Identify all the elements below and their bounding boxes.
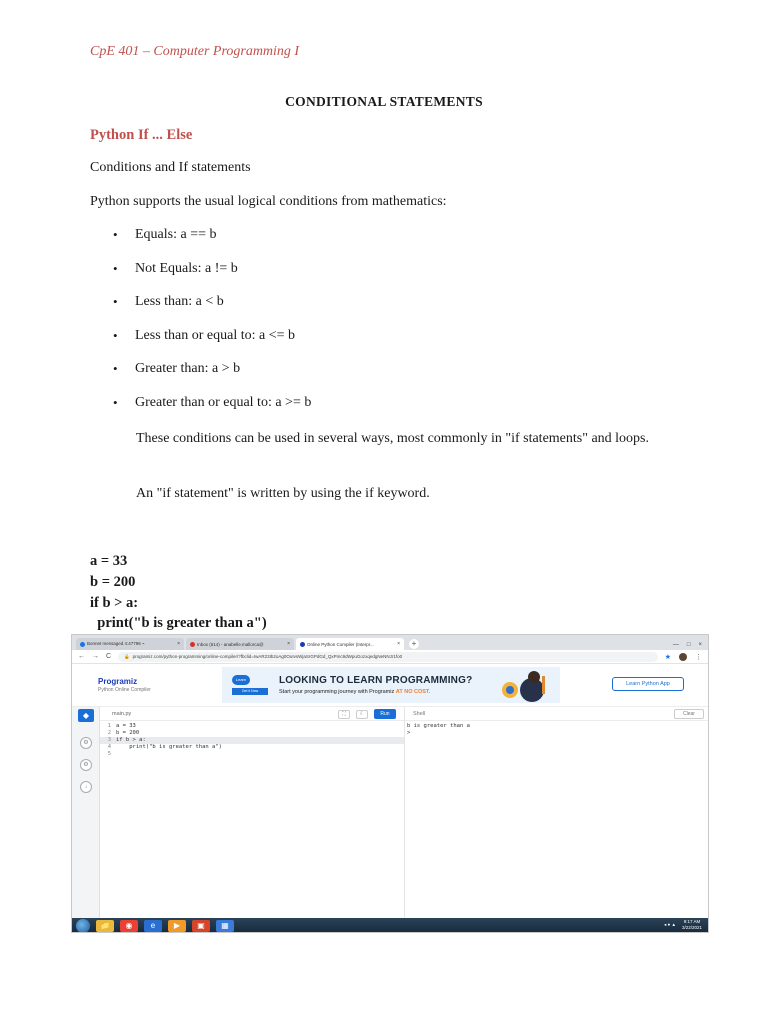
run-button[interactable]: Run	[374, 709, 396, 719]
list-item	[113, 395, 311, 429]
bookmark-star-icon[interactable]: ★	[664, 653, 671, 661]
office-icon[interactable]: ▣	[192, 920, 210, 932]
list-item-text: Not Equals: a != b	[135, 260, 238, 276]
chrome-icon[interactable]: ◉	[120, 920, 138, 932]
lock-icon: 🔒	[124, 653, 130, 659]
window-controls	[673, 642, 708, 650]
word-icon[interactable]: ▦	[216, 920, 234, 932]
intro-paragraph-1: Conditions and If statements	[90, 160, 251, 175]
tab-close-icon[interactable]: ×	[287, 641, 290, 647]
list-item	[113, 294, 311, 328]
menu-dots-icon[interactable]: ⋮	[695, 653, 702, 661]
left-sidebar	[72, 707, 100, 918]
list-item-text: Less than: a < b	[135, 294, 224, 309]
shell-output[interactable]: b is greater than a >	[407, 723, 470, 736]
list-item-text: Equals: a == b	[135, 227, 217, 242]
ad-illustration-icon	[494, 668, 554, 702]
profile-avatar[interactable]	[679, 653, 687, 661]
editor-code-area[interactable]	[100, 721, 404, 758]
maximize-icon[interactable]: □	[686, 642, 691, 648]
shell-panel	[405, 707, 709, 918]
code-editor[interactable]	[100, 707, 405, 918]
ad-subtext-main: Start your programming journey with Programiz	[279, 689, 395, 695]
learn-python-app-button[interactable]: Learn Python App	[612, 677, 684, 691]
line-source: a = 33	[116, 723, 136, 729]
clock-date: 3/22/2021	[681, 925, 702, 930]
download-icon[interactable]: ↓	[80, 781, 92, 793]
code-line: print("b is greater than a")	[90, 615, 267, 632]
tab-close-icon[interactable]: ×	[177, 641, 180, 647]
ad-subtext-highlight: AT NO COST.	[395, 689, 431, 695]
code-example	[90, 551, 267, 634]
editor-line	[100, 744, 404, 751]
back-icon[interactable]: ←	[78, 653, 85, 660]
file-explorer-icon[interactable]: 📁	[96, 920, 114, 932]
line-source: if b > a:	[116, 737, 146, 743]
tab-label: Bonnet messaged 4:47796 ⌁	[87, 641, 145, 646]
list-item	[113, 227, 311, 261]
settings-icon[interactable]: ⚙	[80, 737, 92, 749]
site-header	[72, 665, 709, 707]
list-item	[113, 361, 311, 395]
tab-label: Inbox (614) - anabelle.mallorca@	[197, 641, 264, 647]
if-keyword-paragraph: An "if statement" is written by using the if keyword.	[136, 486, 430, 501]
ad-headline: LOOKING TO LEARN PROGRAMMING?	[279, 675, 473, 686]
line-source: print("b is greater than a")	[116, 744, 222, 750]
system-tray	[664, 919, 702, 931]
ad-badge: Learn	[232, 675, 250, 685]
line-number: 2	[107, 730, 111, 736]
line-number: 1	[107, 723, 111, 729]
bullet-icon: •	[113, 227, 118, 242]
ad-banner[interactable]	[222, 667, 560, 703]
tab-close-icon[interactable]: ×	[397, 641, 400, 647]
address-bar[interactable]	[118, 652, 658, 662]
section-heading: Python If ... Else	[90, 127, 193, 143]
list-item-text: Greater than: a > b	[135, 361, 241, 376]
ad-cta-button[interactable]: Get it Now	[232, 688, 268, 695]
browser-tab-bar	[72, 635, 708, 650]
conditions-usage-paragraph: These conditions can be used in several ways, most commonly in "if statements" and loops.	[136, 431, 649, 446]
list-item-text: Less than or equal to: a <= b	[135, 327, 296, 343]
browser-tab[interactable]	[76, 638, 184, 650]
line-number: 5	[107, 751, 111, 757]
settings-alt-icon[interactable]: ⚙	[80, 759, 92, 771]
list-item	[113, 328, 311, 362]
bullet-icon: •	[113, 260, 118, 276]
reload-icon[interactable]: C	[106, 653, 112, 660]
clear-button[interactable]: Clear	[674, 709, 704, 719]
new-tab-button[interactable]: +	[409, 639, 419, 649]
browser-screenshot	[71, 634, 709, 933]
shell-label: Shell	[413, 711, 426, 717]
tray-icons[interactable]: ◂ ● ▲	[664, 922, 676, 927]
code-line: b = 200	[90, 573, 136, 590]
browser-tab[interactable]	[186, 638, 294, 650]
line-source: b = 200	[116, 730, 140, 736]
fullscreen-icon[interactable]: ⛶	[338, 710, 350, 719]
line-number: 4	[107, 744, 111, 750]
bullet-icon: •	[113, 327, 118, 343]
url-text: programiz.com/python-programming/online-compiler/?fbclid=IwAR23Ib2oAg0OuIvsWjaSrGPdGd_QxPmc9dWpuGozxqedgNeNNJr1fo0	[132, 653, 403, 659]
code-line: if b > a:	[90, 594, 139, 611]
address-bar-row	[72, 650, 708, 664]
clock[interactable]	[682, 919, 702, 931]
editor-line	[100, 751, 404, 758]
intro-paragraph-2: Python supports the usual logical conditions from mathematics:	[90, 194, 447, 209]
ad-subtext	[279, 689, 430, 695]
python-language-icon[interactable]: ◆	[78, 709, 94, 722]
editor-line-active	[100, 737, 404, 744]
clock-time: 9:17 AM	[683, 919, 701, 924]
editor-line	[100, 730, 404, 737]
windows-taskbar	[72, 918, 709, 933]
document-title: CONDITIONAL STATEMENTS	[285, 94, 483, 109]
list-item-text: Greater than or equal to: a >= b	[135, 394, 312, 410]
bullet-icon: •	[113, 361, 118, 376]
internet-explorer-icon[interactable]: e	[144, 920, 162, 932]
tab-label: Online Python Compiler (Interpr...	[307, 641, 374, 647]
conditions-list	[113, 227, 311, 428]
gmail-favicon-icon	[190, 642, 195, 647]
media-player-icon[interactable]: ▶	[168, 920, 186, 932]
line-number: 3	[107, 737, 111, 743]
programiz-logo[interactable]: Programiz	[98, 677, 138, 686]
messenger-favicon-icon	[80, 642, 85, 647]
page-header: CpE 401 – Computer Programming I	[90, 44, 300, 59]
list-item	[113, 261, 311, 295]
theme-toggle-icon[interactable]: ☾	[356, 710, 368, 719]
logo-subtitle: Python Online Compiler	[98, 687, 151, 693]
programiz-favicon-icon	[300, 642, 305, 647]
browser-tab-active[interactable]	[296, 638, 404, 650]
editor-line	[100, 723, 404, 730]
minimize-icon[interactable]: —	[672, 642, 679, 648]
close-window-icon[interactable]: ×	[698, 642, 702, 648]
file-tab-main-py[interactable]: main.py	[112, 710, 132, 717]
bullet-icon: •	[113, 394, 118, 410]
code-line: a = 33	[90, 553, 128, 569]
start-button-icon[interactable]	[76, 919, 90, 933]
bullet-icon: •	[113, 294, 118, 309]
forward-icon[interactable]: →	[92, 653, 99, 660]
